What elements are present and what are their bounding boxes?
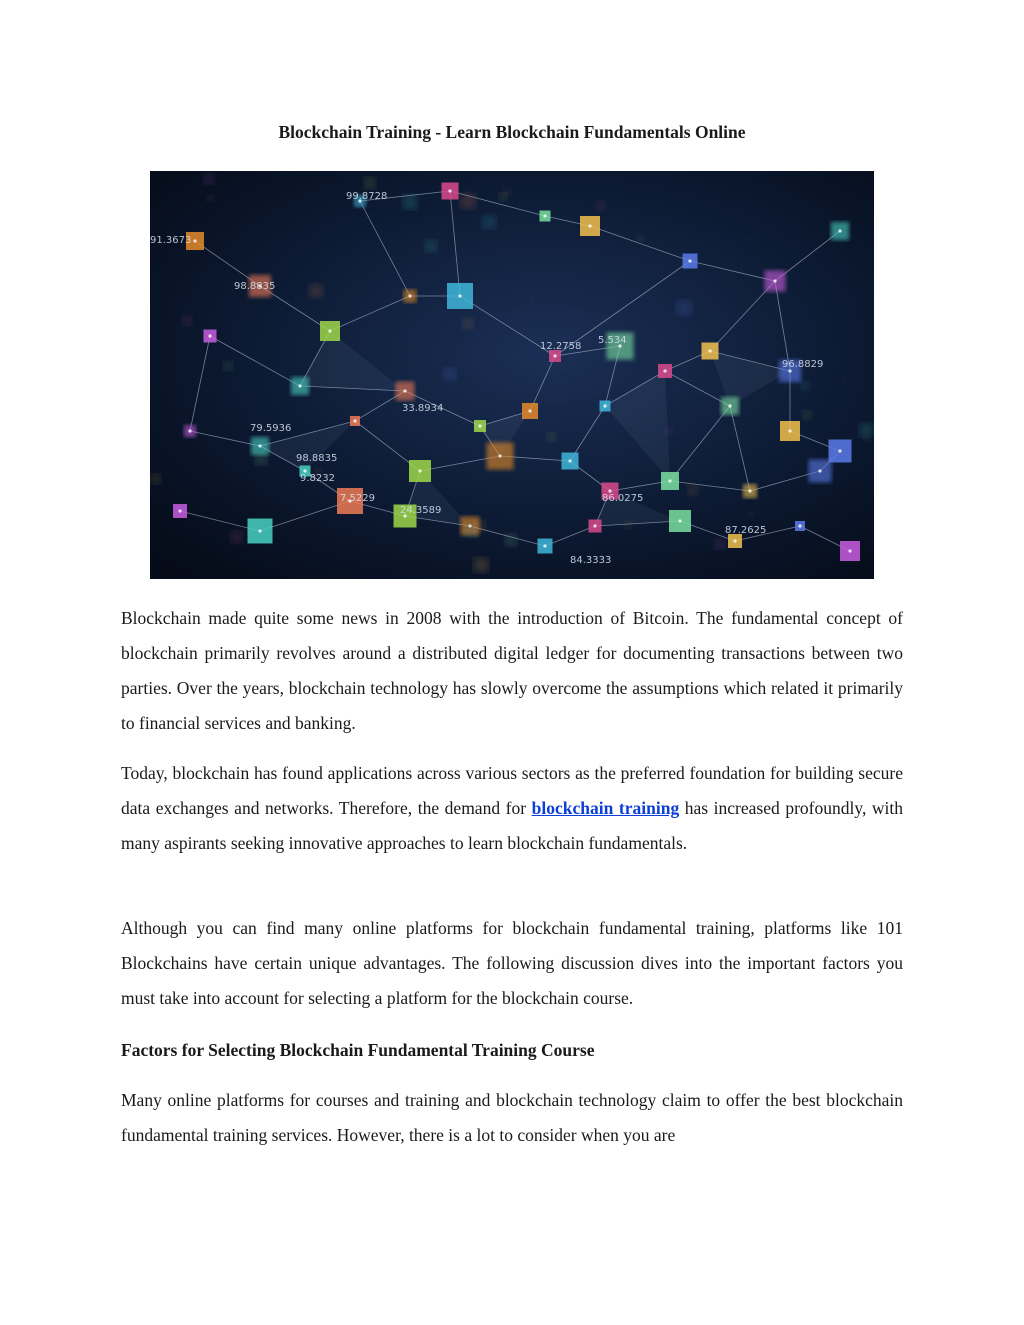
hero-number-label: 96.8829: [782, 359, 824, 370]
hero-number-label: 5.534: [598, 335, 627, 346]
selection-paragraph: Many online platforms for courses and training and blockchain technology claim to offer the best blockchain fundamental training services. However, there is a lot to consider when you are: [121, 1090, 903, 1145]
applications-paragraph: [121, 756, 903, 861]
hero-number-label: 98.8835: [234, 281, 276, 292]
hero-number-label: 79.5936: [250, 423, 292, 434]
hero-number-label: 87.2625: [725, 525, 767, 536]
section-heading: Factors for Selecting Blockchain Fundamental Training Course: [121, 1040, 595, 1060]
intro-paragraph: Blockchain made quite some news in 2008 with the introduction of Bitcoin. The fundamental concept of blockchain primarily revolves around a distributed digital ledger for documenting transactions between two parties. Over the years, blockchain technology has slowly overcome the assumptions which related it primarily to financial services and banking.: [121, 608, 903, 733]
hero-number-label: 91.3673: [150, 235, 192, 246]
blockchain-network-image: [150, 171, 874, 579]
hero-number-label: 9.8232: [300, 473, 335, 484]
hero-number-label: 24.3589: [400, 505, 442, 516]
hero-number-label: 12.2758: [540, 341, 582, 352]
document-title: Blockchain Training - Learn Blockchain Fundamentals Online: [278, 122, 746, 142]
hero-number-label: 98.8835: [296, 453, 338, 464]
hero-number-label: 86.0275: [602, 493, 644, 504]
hero-number-label: 84.3333: [570, 555, 612, 566]
hero-number-label: 7.5229: [340, 493, 375, 504]
hero-number-label: 99.8728: [346, 191, 388, 202]
blockchain-training-link[interactable]: blockchain training: [531, 798, 680, 818]
hero-number-label: 33.8934: [402, 403, 444, 414]
platforms-paragraph: Although you can find many online platforms for blockchain fundamental training, platforms like 101 Blockchains have certain unique advantages. The following discussion dives into the important factors you must take into account for selecting a platform for the blockchain course.: [121, 918, 903, 1008]
applications-text-start: Today, blockchain has found applications across various sectors as the preferred foundation for building secure data exchanges and networks. Therefore, the demand for: [121, 763, 903, 818]
applications-text-end: has increased profoundly, with many aspirants seeking innovative approaches to learn blockchain fundamentals.: [121, 798, 904, 853]
